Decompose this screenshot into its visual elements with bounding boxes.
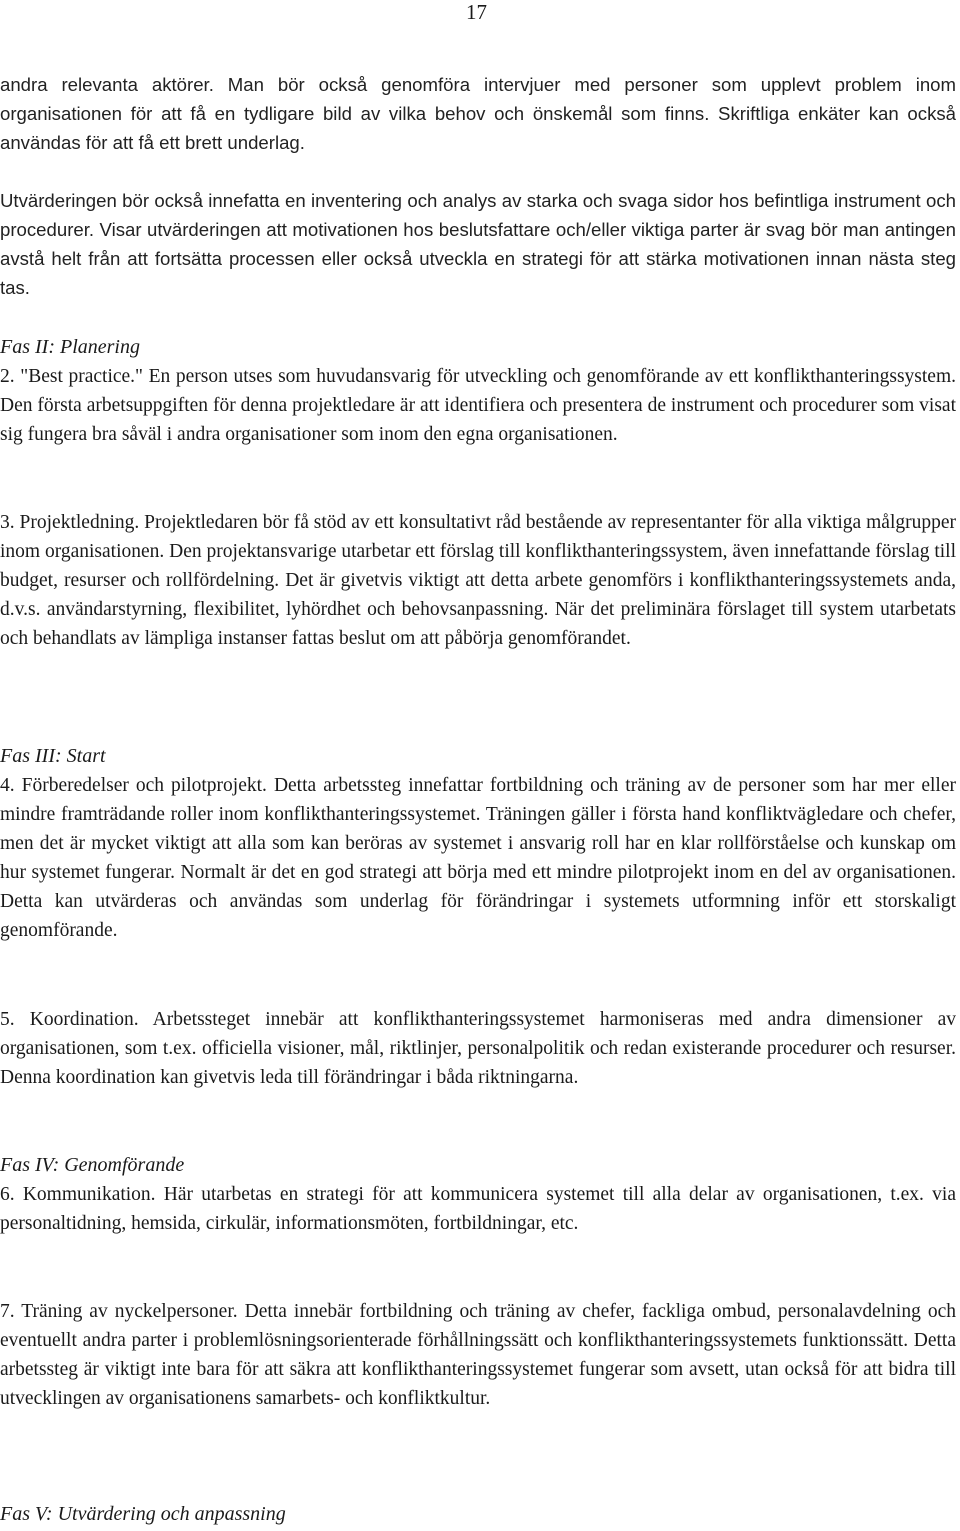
paragraph-forberedelser: 4. Förberedelser och pilotprojekt. Detta arbetssteg innefattar fortbildning och träning av de personer som har mer eller mindre framträdande roller inom konflikthanteringssystemet. Träningen gäller i första hand konfliktvägledare och chefer, men det är mycket viktigt att alla som kan beröras av systemet i ansvarig roll har en klar rollförståelse och kunskap om hur systemet fungerar. Normalt är det en god strategi att börja med ett mindre pilotprojekt inom en del av organisationen. Detta kan utvärderas och användas som underlag för förändringar i systemets utformning inför ett storskaligt genomförande.	[0, 775, 956, 941]
paragraph-evaluation: Utvärderingen bör också innefatta en inventering och analys av starka och svaga sidor hos befintliga instrument och procedurer. Visar utvärderingen att motivationen hos beslutsfattare och/eller viktiga parter är svag bör man antingen avstå helt från att fortsätta processen eller också utveckla en strategi för att stärka motivationen innan nästa steg tas.	[0, 190, 956, 298]
page-number: 17	[466, 0, 487, 24]
heading-fas-3: Fas III: Start	[0, 745, 106, 767]
paragraph-intro-continued: andra relevanta aktörer. Man bör också genomföra intervjuer med personer som upplevt problem inom organisationen för att få en tydligare bild av vilka behov och önskemål som finns. Skriftliga enkäter kan också användas för att få ett brett underlag.	[0, 74, 956, 153]
paragraph-koordination: 5. Koordination. Arbetssteget innebär att konflikthanteringssystemet harmoniseras med andra dimensioner av organisationen, som t.ex. officiella visioner, mål, riktlinjer, personalpolitik och redan existerande procedurer och resurser. Denna koordination kan givetvis leda till förändringar i båda riktningarna.	[0, 1009, 956, 1088]
paragraph-best-practice: 2. "Best practice." En person utses som huvudansvarig för utveckling och genomförande av ett konflikthanteringssystem. Den första arbetsuppgiften för denna projektledare är att identifiera och presentera de instrument och procedurer som visat sig fungera bra såväl i andra organisationer som inom den egna organisationen.	[0, 366, 956, 445]
heading-fas-4: Fas IV: Genomförande	[0, 1154, 185, 1176]
heading-fas-5: Fas V: Utvärdering och anpassning	[0, 1503, 286, 1525]
paragraph-traning: 7. Träning av nyckelpersoner. Detta innebär fortbildning och träning av chefer, fackliga ombud, personalavdelning och eventuellt andra parter i problemlösningsorienterade förhållningssätt och konflikthanteringssystemets funktionssätt. Detta arbetssteg är viktigt inte bara för att säkra att konflikthanteringssystemet fungerar som avsett, utan också för att bidra till utvecklingen av organisationens samarbets- och konfliktkultur.	[0, 1301, 956, 1409]
paragraph-projektledning: 3. Projektledning. Projektledaren bör få stöd av ett konsultativt råd bestående av representanter för alla viktiga målgrupper inom organisationen. Den projektansvarige utarbetar ett förslag till konflikthanteringssystem, även innefattande förslag till budget, resurser och rollfördelning. Det är givetvis viktigt att detta arbete genomförs i konflikthanteringssystemets anda, d.v.s. användarstyrning, flexibilitet, lyhördhet och behovsanpassning. När det preliminära förslaget till system utarbetats och behandlats av lämpliga instanser fattas beslut om att påbörja genomförandet.	[0, 512, 956, 649]
heading-fas-2: Fas II: Planering	[0, 336, 140, 358]
paragraph-kommunikation: 6. Kommunikation. Här utarbetas en strategi för att kommunicera systemet till alla delar av organisationen, t.ex. via personaltidning, hemsida, cirkulär, informationsmöten, fortbildningar, etc.	[0, 1184, 956, 1234]
